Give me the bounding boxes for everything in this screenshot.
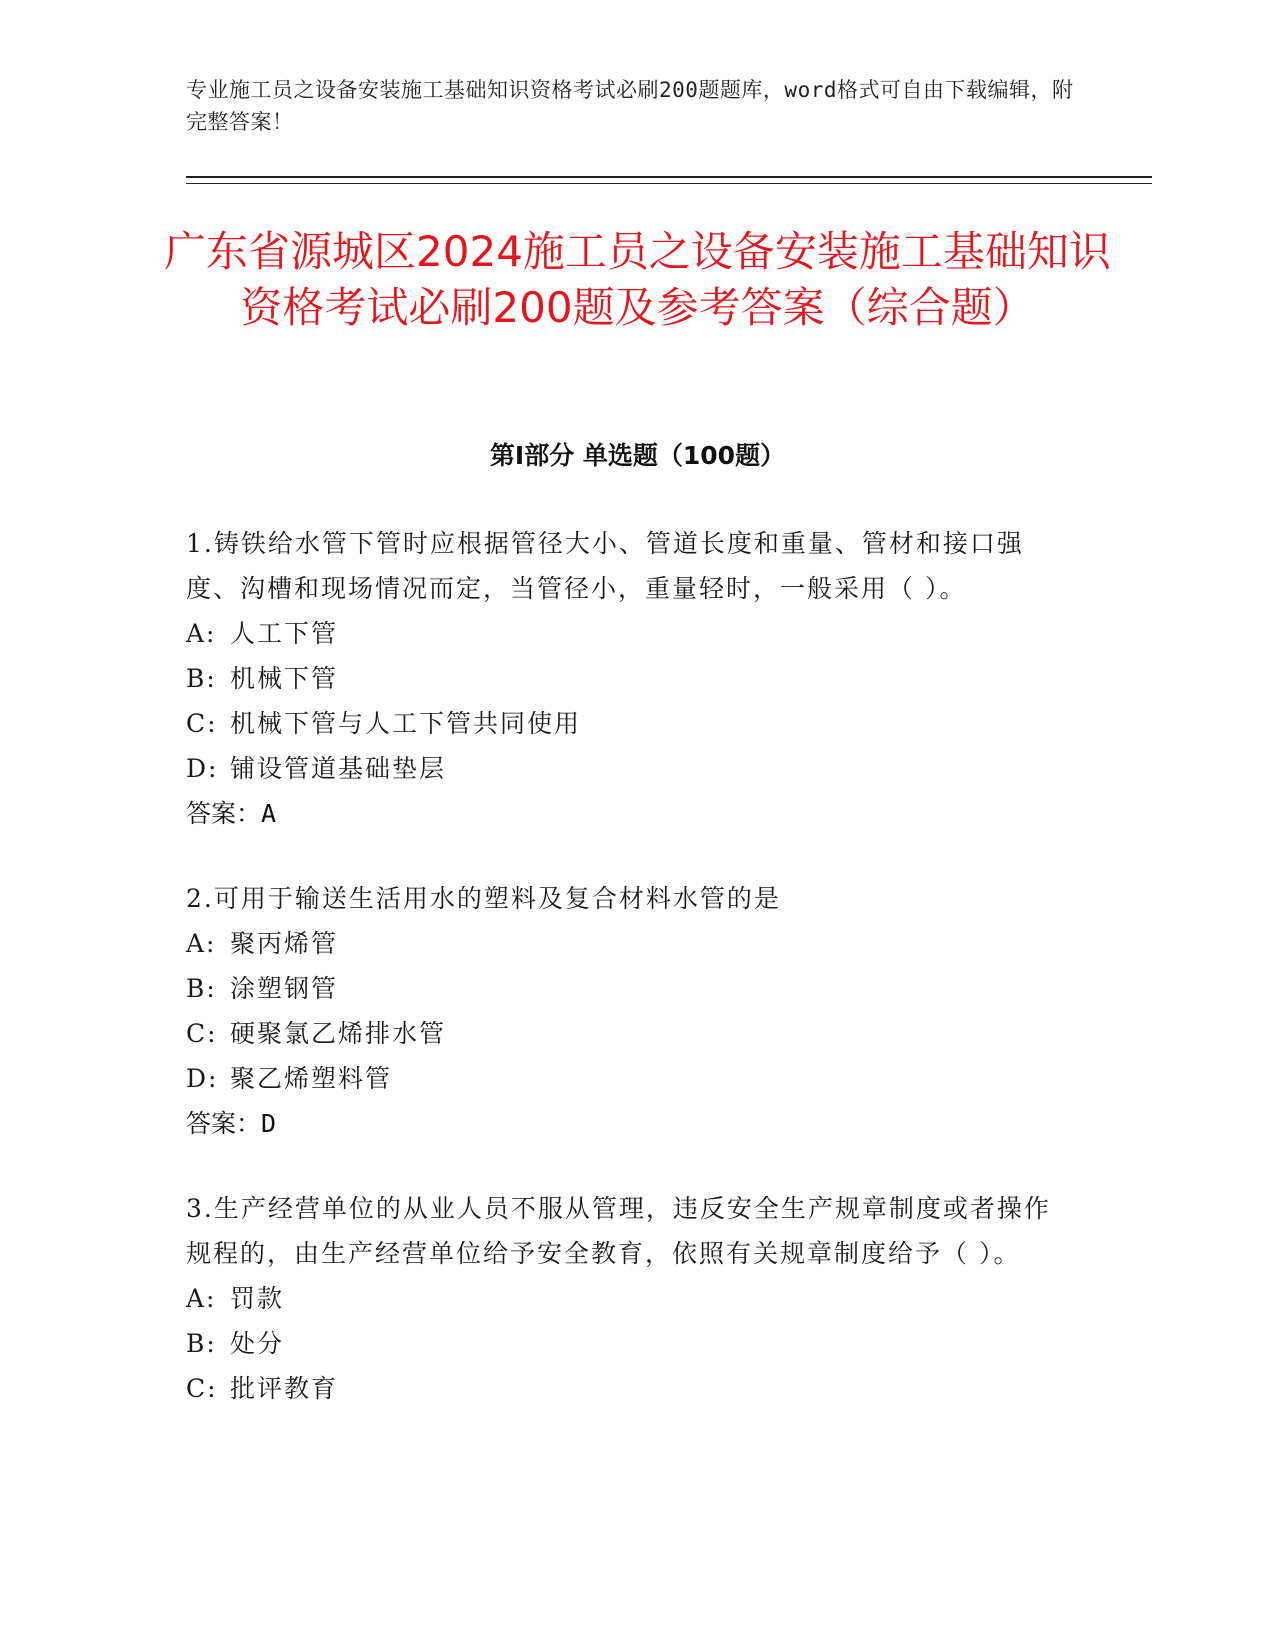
option-text: 铺设管道基础垫层 [230, 754, 447, 783]
option-a [186, 1276, 1066, 1321]
header-divider-thin [186, 183, 1152, 184]
option-label: B: [186, 974, 217, 1003]
answer-line [186, 1101, 1066, 1146]
option-text: 人工下管 [230, 619, 339, 648]
question-text: 2.可用于输送生活用水的塑料及复合材料水管的是 [186, 884, 781, 913]
section-title: 第Ⅰ部分 单选题（100题） [489, 441, 786, 470]
answer-prefix: 答案： [186, 799, 262, 828]
question-list [186, 521, 1066, 1451]
option-label: D: [186, 754, 219, 783]
answer-value: A [261, 799, 277, 828]
question-3 [186, 1186, 1066, 1411]
question-text: 3.生产经营单位的从业人员不服从管理，违反安全生产规章制度或者操作规程的，由生产经营单位给予安全教育，依照有关规章制度给予（ ）。 [186, 1194, 1051, 1268]
option-c [186, 1011, 1066, 1056]
answer-line [186, 791, 1066, 836]
option-d [186, 746, 1066, 791]
header-note: 专业施工员之设备安装施工基础知识资格考试必刷200题题库，word格式可自由下载编辑，附完整答案！ [186, 78, 1074, 134]
question-text: 1.铸铁给水管下管时应根据管径大小、管道长度和重量、管材和接口强度、沟槽和现场情况而定，当管径小，重量轻时，一般采用（ ）。 [186, 529, 1024, 603]
option-c [186, 701, 1066, 746]
option-text: 处分 [230, 1329, 285, 1358]
question-1 [186, 521, 1066, 836]
option-b [186, 966, 1066, 1011]
option-label: A: [186, 929, 217, 958]
option-label: A: [186, 1284, 217, 1313]
document-title: 广东省源城区2024施工员之设备安装施工基础知识资格考试必刷200题及参考答案（综合题） [164, 227, 1111, 332]
option-a [186, 921, 1066, 966]
question-2 [186, 876, 1066, 1146]
header-divider-thick [186, 176, 1152, 178]
option-d [186, 1056, 1066, 1101]
option-c [186, 1366, 1066, 1411]
answer-prefix: 答案： [186, 1109, 262, 1138]
option-label: D: [186, 1064, 219, 1093]
option-b [186, 656, 1066, 701]
option-text: 批评教育 [230, 1374, 339, 1403]
option-label: A: [186, 619, 217, 648]
option-label: C: [186, 1374, 218, 1403]
option-b [186, 1321, 1066, 1366]
option-text: 罚款 [230, 1284, 285, 1313]
option-text: 聚丙烯管 [230, 929, 339, 958]
option-text: 机械下管与人工下管共同使用 [230, 709, 582, 738]
option-label: C: [186, 709, 218, 738]
option-a [186, 611, 1066, 656]
option-label: C: [186, 1019, 218, 1048]
option-text: 涂塑钢管 [230, 974, 339, 1003]
option-label: B: [186, 1329, 217, 1358]
option-text: 聚乙烯塑料管 [230, 1064, 393, 1093]
option-text: 硬聚氯乙烯排水管 [230, 1019, 447, 1048]
option-text: 机械下管 [230, 664, 339, 693]
answer-value: D [261, 1109, 277, 1138]
option-label: B: [186, 664, 217, 693]
